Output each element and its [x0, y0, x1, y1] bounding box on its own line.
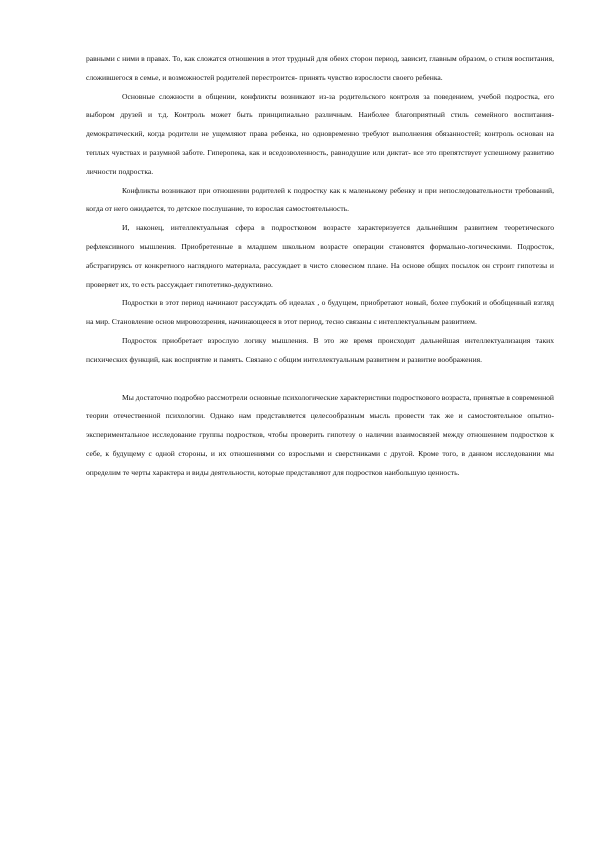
paragraph-ideals-worldview: Подростки в этот период начинают рассуждать об идеалах , о будущем, приобретают новый, более глубокий и обобщенный взгляд на мир. Становление основ мировоззрения, начинающееся в этот период, тесно связаны с интеллектуальным развитием.: [86, 298, 554, 327]
paragraph-conflicts-attitude: Конфликты возникают при отношении родителей к подростку как к маленькому ребенку и при непоследовательности требований, когда от него ожидается, то детское послушание, то взрослая самостоятельность.: [86, 185, 554, 214]
paragraph-intellectual-sphere: И, наконец, интеллектуальная сфера в подростковом возрасте характеризуется дальнейшим развитием теоретического рефлексивного мышления. Приобретенные в младшем школьном возрасте операции становятся формально-логическими. Подросток, абстрагируясь от конкретного наглядного материала, рассуждает в чисто словесном плане. На основе общих посылок он строит гипотезы и проверяет их, то есть рассуждает гипотетико-дедуктивно.: [86, 223, 554, 289]
paragraph-conflicts-control: Основные сложности в общении, конфликты возникают из-за родительского контроля за поведением, учебой подростка, его выбором друзей и т.д. Контроль может быть принципиально различным. Наиболее благоприятный стиль семейного воспитания- демократический, когда родители не ущемляют права ребенка, но одновременно требуют выполнения обязанностей; контроль основан на теплых чувствах и разумной заботе. Гиперопека, как и вседозволенность, равнодушие или диктат- все это препятствует успешному развитию личности подростка.: [86, 91, 554, 176]
paragraph-conclusion: Мы достаточно подробно рассмотрели основные психологические характеристики подросткового возраста, принятые в современной теории отечественной психологии. Однако нам представляется целесообразным мысль провести так же и самостоятельное опытно-экспериментальное исследование группы подростков, чтобы проверить гипотезу о наличии взаимосвязей между отношением подростков к себе, к будущему с одной стороны, и их отношениями со взрослыми и сверстниками с другой. Кроме того, в данном исследовании мы определим те черты характера и виды деятельности, которые представляют для подростков наибольшую ценность.: [86, 392, 554, 477]
paragraph-adult-logic: Подросток приобретает взрослую логику мышления. В это же время происходит дальнейшая интеллектуализация таких психических функций, как восприятие и память. Связано с общим интеллектуальным развитием и развитие воображения.: [86, 335, 554, 364]
paragraph-continuation: равными с ними в правах. То, как сложатся отношения в этот трудный для обеих сторон период, зависит, главным образом, о стиля воспитания, сложившегося в семье, и возможностей родителей перестроится- принять чувство взрослости своего ребенка.: [86, 54, 554, 82]
paragraph-spacer: [86, 370, 554, 389]
document-page: [86, 50, 554, 483]
